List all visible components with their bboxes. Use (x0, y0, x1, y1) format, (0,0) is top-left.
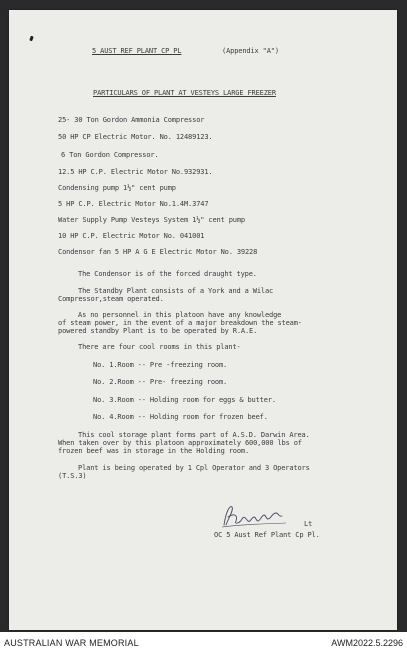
footer-institution: AUSTRALIAN WAR MEMORIAL (4, 638, 139, 648)
para-storage-line: frozen beef was in storage in the Holding room. (58, 447, 250, 455)
archive-footer (0, 632, 407, 653)
plant-item: 10 HP C.P. Electric Motor No. 041001 (58, 232, 205, 240)
handwritten-signature (216, 501, 296, 531)
room-item: No. 2.Room -- Pre- freezing room. (93, 378, 228, 386)
footer-accession-number: AWM2022.5.2296 (331, 638, 403, 648)
signature-rank: Lt (304, 520, 313, 528)
para-operated-line: Plant is being operated by 1 Cpl Operator and 3 Operators (78, 464, 310, 472)
plant-item: 6 Ton Gordon Compressor. (61, 151, 159, 159)
document-title: PARTICULARS OF PLANT AT VESTEYS LARGE FREEZER (93, 89, 276, 97)
para-storage-line: When taken over by this platoon approximately 600,000 lbs of (58, 439, 302, 447)
rooms-intro: There are four cool rooms in this plant- (78, 343, 241, 351)
signature-title: OC 5 Aust Ref Plant Cp Pl. (214, 531, 320, 539)
para-personnel-line: powered standby Plant is to be operated by R.A.E. (58, 327, 258, 335)
para-personnel-line: of steam power, in the event of a major breakdown the steam- (58, 319, 302, 327)
plant-item: Condensing pump 1½" cent pump (58, 184, 176, 192)
room-item: No. 4.Room -- Holding room for frozen beef. (93, 413, 268, 421)
para-storage-line: This cool storage plant forms part of A.S.D. Darwin Area. (78, 431, 310, 439)
heading-unit: 5 AUST REF PLANT CP PL (92, 47, 182, 55)
para-personnel-line: As no personnel in this platoon have any knowledge (78, 311, 282, 319)
room-item: No. 3.Room -- Holding room for eggs & butter. (93, 396, 276, 404)
para-standby-line: Compressor,steam operated. (58, 295, 164, 303)
para-standby-line: The Standby Plant consists of a York and a Wilac (78, 287, 274, 295)
plant-item: 5 HP C.P. Electric Motor No.1.4M.3747 (58, 200, 209, 208)
plant-item: Condensor fan 5 HP A G E Electric Motor No. 39228 (58, 248, 258, 256)
plant-item: 12.5 HP C.P. Electric Motor No.932931. (58, 168, 213, 176)
plant-item: 50 HP CP Electric Motor. No. 12489123. (58, 133, 213, 141)
plant-item: 25- 30 Ton Gordon Ammonia Compressor (58, 116, 205, 124)
heading-appendix: (Appendix "A") (222, 47, 279, 55)
para-condensor: The Condensor is of the forced draught type. (78, 270, 257, 278)
para-operated-line: (T.S.3) (58, 472, 87, 480)
room-item: No. 1.Room -- Pre -freezing room. (93, 361, 228, 369)
plant-item: Water Supply Pump Vesteys System 1½" cent pump (58, 216, 245, 224)
